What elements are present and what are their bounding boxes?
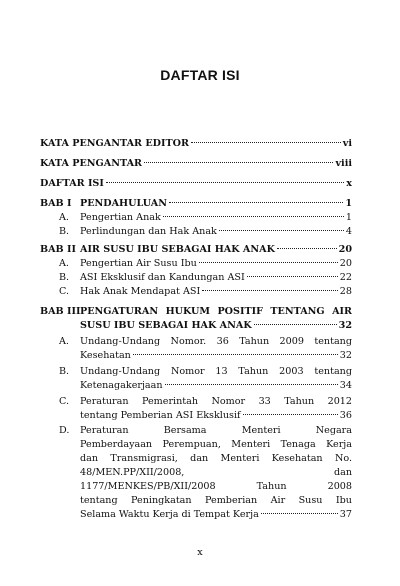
section-letter: A. — [59, 336, 69, 347]
section-letter: A. — [59, 258, 69, 269]
toc-entry-page: x — [346, 178, 352, 189]
chapter-title: SUSU IBU SEBAGAI HAK ANAK — [80, 320, 252, 331]
section-title: Selama Waktu Kerja di Tempat Kerja — [80, 509, 259, 520]
section-title-line: Peraturan Bersama Menteri Negara — [80, 425, 352, 436]
chapter-title: PENDAHULUAN — [80, 198, 167, 209]
section-title: Pengertian Air Susu Ibu — [80, 258, 197, 269]
chapter-number: BAB I — [40, 198, 72, 209]
leader-dots — [247, 276, 338, 277]
section-page: 22 — [339, 272, 352, 283]
section-title-line: Peraturan Pemerintah Nomor 33 Tahun 2012 — [80, 396, 352, 407]
section-letter: C. — [59, 286, 70, 297]
leader-dots — [106, 182, 344, 183]
chapter-number: BAB III — [40, 306, 81, 317]
section-title: ASI Eksklusif dan Kandungan ASI — [80, 272, 245, 283]
toc-entry-kata-pengantar-editor[interactable] — [40, 136, 352, 151]
toc-entry-label: KATA PENGANTAR — [40, 158, 142, 169]
toc-entry-2c[interactable] — [80, 284, 352, 299]
toc-entry-3a[interactable] — [80, 348, 352, 363]
section-title-line: dan Transmigrasi, dan Menteri Kesehatan No. — [80, 453, 352, 464]
section-letter: B. — [59, 366, 70, 377]
toc-entry-bab-2[interactable] — [80, 242, 352, 257]
toc-entry-label: KATA PENGANTAR EDITOR — [40, 138, 189, 149]
section-page: 1 — [345, 212, 352, 223]
chapter-number: BAB II — [40, 244, 76, 255]
section-title-line: Undang-Undang Nomor. 36 Tahun 2009 tentang — [80, 336, 352, 347]
toc-entry-2a[interactable] — [80, 256, 352, 271]
section-page: 28 — [339, 286, 352, 297]
section-page: 32 — [339, 350, 352, 361]
leader-dots — [163, 216, 344, 217]
leader-dots — [144, 162, 333, 163]
toc-entry-3b[interactable] — [80, 378, 352, 393]
section-letter: B. — [59, 272, 70, 283]
section-page: 4 — [345, 226, 352, 237]
section-title: Hak Anak Mendapat ASI — [80, 286, 201, 297]
section-title: Pengertian Anak — [80, 212, 161, 223]
section-title: Perlindungan dan Hak Anak — [80, 226, 217, 237]
section-title-line: 48/MEN.PP/XII/2008, dan — [80, 467, 352, 478]
toc-entry-3c[interactable] — [80, 408, 352, 423]
leader-dots — [169, 202, 343, 203]
chapter-title-line: PENGATURAN HUKUM POSITIF TENTANG AIR — [80, 306, 352, 317]
section-title: Kesehatan — [80, 350, 131, 361]
leader-dots — [133, 354, 338, 355]
section-title: tentang Pemberian ASI Eksklusif — [80, 410, 241, 421]
chapter-page: 1 — [345, 198, 352, 209]
section-letter: A. — [59, 212, 69, 223]
page-title: DAFTAR ISI — [160, 67, 240, 83]
leader-dots — [243, 414, 338, 415]
toc-entry-1a[interactable] — [80, 210, 352, 225]
toc-entry-label: DAFTAR ISI — [40, 178, 104, 189]
toc-entry-3d[interactable] — [80, 507, 352, 522]
leader-dots — [277, 248, 337, 249]
toc-entry-bab-3[interactable] — [80, 318, 352, 333]
leader-dots — [219, 230, 344, 231]
toc-entry-kata-pengantar[interactable] — [40, 156, 352, 171]
leader-dots — [165, 384, 338, 385]
section-page: 34 — [339, 380, 352, 391]
section-page: 20 — [339, 258, 352, 269]
toc-entry-page: viii — [335, 158, 352, 169]
leader-dots — [254, 324, 337, 325]
leader-dots — [191, 142, 341, 143]
section-letter: B. — [59, 226, 70, 237]
leader-dots — [199, 262, 338, 263]
leader-dots — [202, 290, 338, 291]
toc-entry-daftar-isi[interactable] — [40, 176, 352, 191]
chapter-title: AIR SUSU IBU SEBAGAI HAK ANAK — [80, 244, 275, 255]
section-title-line: 1177/MENKES/PB/XII/2008 Tahun 2008 — [80, 481, 352, 492]
section-title-line: Undang-Undang Nomor 13 Tahun 2003 tentang — [80, 366, 352, 377]
leader-dots — [261, 513, 338, 514]
section-page: 36 — [339, 410, 352, 421]
section-letter: C. — [59, 396, 70, 407]
chapter-page: 20 — [338, 244, 352, 255]
chapter-page: 32 — [338, 320, 352, 331]
section-title-line: tentang Peningkatan Pemberian Air Susu Ibu — [80, 495, 352, 506]
section-title: Ketenagakerjaan — [80, 380, 163, 391]
section-title-line: Pemberdayaan Perempuan, Menteri Tenaga Kerja — [80, 439, 352, 450]
toc-entry-2b[interactable] — [80, 270, 352, 285]
toc-entry-page: vi — [342, 138, 352, 149]
toc-entry-1b[interactable] — [80, 224, 352, 239]
section-page: 37 — [339, 509, 352, 520]
page-number-footer: x — [197, 547, 203, 558]
toc-entry-bab-1[interactable] — [80, 196, 352, 211]
section-letter: D. — [59, 425, 70, 436]
